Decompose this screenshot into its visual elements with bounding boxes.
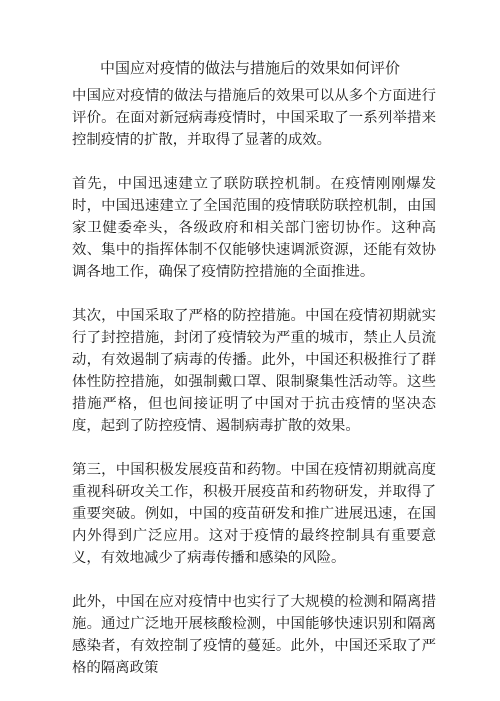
paragraph-additional: 此外，中国在应对疫情中也实行了大规模的检测和隔离措施。通过广泛地开展核酸检测，中国能够快速识别和隔离感染者，有效控制了疫情的蔓延。此外，中国还采取了严格的隔离政策 xyxy=(72,594,436,676)
document-title: 中国应对疫情的做法与措施后的效果如何评价 xyxy=(99,59,400,77)
paragraph-second: 其次，中国采取了严格的防控措施。中国在疫情初期就实行了封控措施，封闭了疫情较为严重的城市，禁止人员流动，有效遏制了病毒的传播。此外，中国还积极推行了群体性防控措施，如强制戴口罩、限制聚集性活动等。这些措施严格，但也间接证明了中国对于抗击疫情的坚决态度，起到了防控疫情、遏制病毒扩散的效果。 xyxy=(72,308,436,434)
paragraph-intro: 中国应对疫情的做法与措施后的效果可以从多个方面进行评价。在面对新冠病毒疫情时，中国采取了一系列举措来控制疫情的扩散，并取得了显著的成效。 xyxy=(72,88,436,148)
paragraph-third: 第三，中国积极发展疫苗和药物。中国在疫情初期就高度重视科研攻关工作，积极开展疫苗和药物研发，并取得了重要突破。例如，中国的疫苗研发和推广进展迅速，在国内外得到广泛应用。这对于疫情的最终控制具有重要意义，有效地减少了病毒传播和感染的风险。 xyxy=(72,462,436,566)
document-body xyxy=(72,85,436,701)
paragraph-first: 首先，中国迅速建立了联防联控机制。在疫情刚刚爆发时，中国迅速建立了全国范围的疫情联防联控机制，由国家卫健委牵头，各级政府和相关部门密切协作。这种高效、集中的指挥体制不仅能够快速调派资源，还能有效协调各地工作，确保了疫情防控措施的全面推进。 xyxy=(72,176,436,280)
